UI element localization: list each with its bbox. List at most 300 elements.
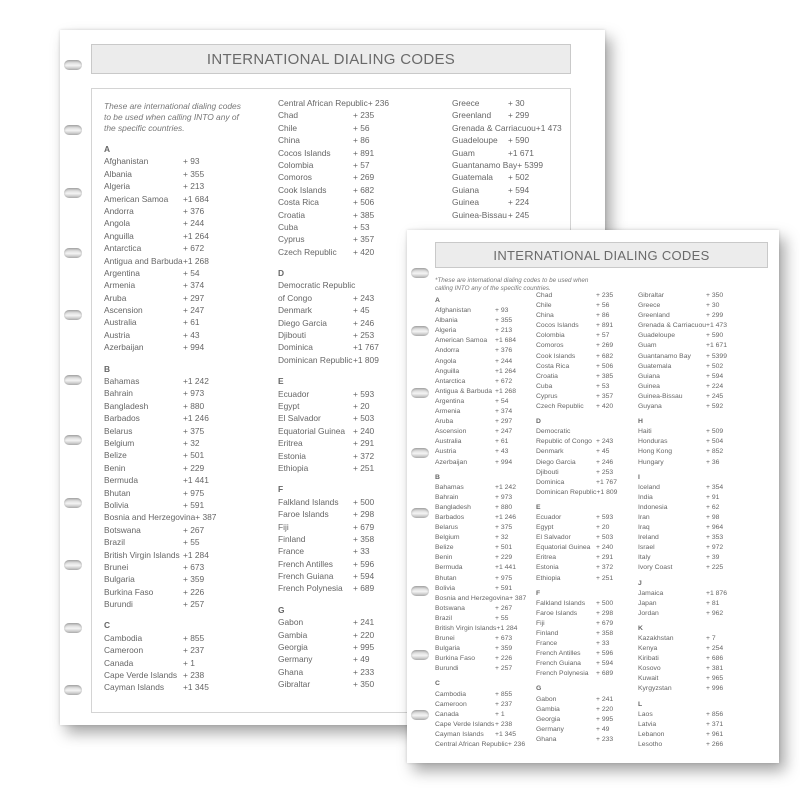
dialing-code: + 359 xyxy=(495,645,513,653)
country-row xyxy=(278,616,409,628)
country-name: Cook Islands xyxy=(278,184,327,195)
country-name: Burkina Faso xyxy=(435,655,476,663)
country-row xyxy=(638,674,740,684)
country-name: Kyrgyzstan xyxy=(638,685,672,693)
country-name: Dominica xyxy=(278,342,313,353)
country-row xyxy=(536,705,630,715)
country-row xyxy=(435,604,529,614)
country-name: Germany xyxy=(278,654,313,665)
dialing-code: + 358 xyxy=(596,630,614,637)
country-row xyxy=(536,599,630,609)
dialing-code: + 509 xyxy=(706,428,724,436)
country-row xyxy=(278,317,409,329)
country-name: Greece xyxy=(638,302,661,310)
country-name: Eritrea xyxy=(536,554,557,562)
country-row xyxy=(536,458,630,468)
country-name: Bulgaria xyxy=(435,645,460,653)
country-row xyxy=(104,644,239,656)
dialing-code: + 30 xyxy=(706,302,720,310)
country-name: Cocos Islands xyxy=(536,322,579,330)
dialing-code: + 233 xyxy=(353,666,375,677)
country-row xyxy=(435,397,529,407)
dialing-code: + 353 xyxy=(706,534,724,542)
country-name: Cambodia xyxy=(435,690,466,698)
dialing-code: + 91 xyxy=(706,493,720,501)
dialing-code: + 56 xyxy=(596,302,610,310)
country-row xyxy=(638,654,740,664)
dialing-code: + 350 xyxy=(706,292,724,299)
dialing-code: + 592 xyxy=(706,403,724,411)
dialing-code: + 387 xyxy=(509,594,527,602)
dialing-code: + 420 xyxy=(353,246,375,257)
section-letter: D xyxy=(536,418,541,426)
country-name: Guatemala xyxy=(638,362,672,370)
dialing-code: + 355 xyxy=(183,168,205,179)
country-row xyxy=(278,558,409,570)
dialing-code: + 57 xyxy=(353,159,370,170)
country-row xyxy=(435,664,529,674)
dialing-code: + 375 xyxy=(495,524,513,532)
dialing-code: +1 441 xyxy=(495,564,516,572)
dialing-code: + 975 xyxy=(495,574,513,582)
country-row xyxy=(278,570,409,582)
country-row xyxy=(435,503,529,513)
country-row xyxy=(536,427,630,437)
country-name: Azerbaijan xyxy=(104,342,144,353)
country-name: Cameroon xyxy=(104,645,144,656)
dialing-code: + 299 xyxy=(706,312,724,320)
country-name: Brunei xyxy=(104,561,129,572)
country-name: Kenya xyxy=(638,645,658,653)
punch-hole xyxy=(64,375,82,385)
country-row xyxy=(104,524,239,536)
dialing-code: +1 809 xyxy=(596,488,618,496)
country-row xyxy=(638,372,740,382)
country-name: Gambia xyxy=(536,705,560,713)
country-name: Ivory Coast xyxy=(638,564,673,572)
country-row xyxy=(536,372,630,382)
country-name: Burundi xyxy=(435,665,459,673)
country-row xyxy=(638,311,740,321)
country-row xyxy=(435,437,529,447)
dialing-code: + 502 xyxy=(706,362,724,370)
country-row xyxy=(104,304,239,316)
dialing-code: +1 284 xyxy=(183,549,209,560)
dialing-code: + 253 xyxy=(596,468,614,476)
country-row xyxy=(536,352,630,362)
dialing-code: + 81 xyxy=(706,599,720,607)
country-row xyxy=(278,425,409,437)
country-row xyxy=(104,316,239,328)
dialing-code: + 55 xyxy=(183,537,200,548)
country-row xyxy=(435,367,529,377)
punch-hole xyxy=(64,248,82,258)
column-1 xyxy=(104,89,239,709)
dialing-code: +1 767 xyxy=(596,478,617,486)
country-name: Ascension xyxy=(104,305,143,316)
country-row xyxy=(638,437,740,447)
country-row xyxy=(638,321,740,331)
country-row xyxy=(435,574,529,584)
dialing-code: + 224 xyxy=(706,382,724,390)
country-name: China xyxy=(278,135,300,146)
country-name: Guam xyxy=(452,147,475,158)
country-name: Jordan xyxy=(638,609,659,617)
country-row xyxy=(638,402,740,412)
country-row xyxy=(536,649,630,659)
country-name: Colombia xyxy=(278,159,314,170)
country-row xyxy=(278,653,409,665)
section-letter: E xyxy=(536,503,541,511)
country-row xyxy=(278,97,409,109)
country-row xyxy=(452,109,564,121)
country-name: Albania xyxy=(435,317,458,325)
dialing-code: + 20 xyxy=(353,400,370,411)
country-row xyxy=(435,483,529,493)
country-name: Guadeloupe xyxy=(638,332,676,340)
country-row xyxy=(536,619,630,629)
country-row xyxy=(638,684,740,694)
country-name: Afghanistan xyxy=(435,307,471,315)
dialing-code: + 994 xyxy=(183,342,205,353)
punch-hole xyxy=(411,268,429,278)
dialing-code: + 93 xyxy=(495,307,509,315)
country-row xyxy=(638,513,740,523)
country-name: Central African Republic xyxy=(278,98,368,108)
dialing-code: + 224 xyxy=(508,197,530,208)
country-row xyxy=(435,533,529,543)
dialing-code: +1 473 xyxy=(706,322,727,330)
country-name: French Polynesia xyxy=(536,670,589,678)
dialing-code: + 238 xyxy=(183,670,205,681)
country-name: Aruba xyxy=(435,418,454,426)
dialing-code: +1 671 xyxy=(706,342,727,350)
country-row xyxy=(435,730,529,740)
country-row xyxy=(278,388,409,400)
punch-hole xyxy=(411,650,429,660)
country-row xyxy=(278,666,409,678)
dialing-code: + 506 xyxy=(596,362,614,370)
country-row xyxy=(104,586,239,598)
dialing-code: + 593 xyxy=(353,388,375,399)
punch-hole xyxy=(64,623,82,633)
country-name: Equatorial Guinea xyxy=(278,425,346,436)
country-row xyxy=(278,221,409,233)
country-name: French Guiana xyxy=(536,660,581,668)
punch-hole xyxy=(64,125,82,135)
country-name: Benin xyxy=(104,462,126,473)
dialing-code: +1 264 xyxy=(183,230,209,241)
country-name: Bhutan xyxy=(104,487,131,498)
country-row xyxy=(435,336,529,346)
country-row xyxy=(435,594,529,604)
country-row xyxy=(435,316,529,326)
country-row xyxy=(638,553,740,563)
country-name: Belize xyxy=(435,544,454,552)
dialing-code: + 962 xyxy=(706,609,724,617)
column-2 xyxy=(278,97,409,707)
column-2 xyxy=(536,291,630,751)
country-row xyxy=(104,487,239,499)
country-row xyxy=(638,503,740,513)
dialing-code: + 504 xyxy=(706,438,724,446)
dialing-code: + 86 xyxy=(353,135,370,146)
dialing-code: +1 264 xyxy=(495,367,516,375)
country-name: Kiribati xyxy=(638,655,659,663)
country-row xyxy=(278,437,409,449)
country-name: Guantanamo Bay xyxy=(638,352,691,360)
country-row xyxy=(104,632,239,644)
dialing-code: + 376 xyxy=(495,347,513,355)
dialing-code: + 246 xyxy=(596,458,614,466)
country-name: Belize xyxy=(104,450,127,461)
dialing-code: +1 684 xyxy=(183,193,209,204)
country-name: Cambodia xyxy=(104,632,143,643)
country-name: Dominican Republic xyxy=(536,488,597,496)
country-name: French Antilles xyxy=(536,650,581,658)
country-name: Latvia xyxy=(638,720,657,728)
dialing-code: + 679 xyxy=(353,521,375,532)
country-name: Czech Republic xyxy=(278,246,337,257)
country-name: Austria xyxy=(435,448,457,456)
country-name: Diego Garcia xyxy=(536,458,576,466)
country-name: Guam xyxy=(638,342,657,350)
country-name: Kosovo xyxy=(638,665,661,673)
country-row xyxy=(278,279,409,291)
country-row xyxy=(536,659,630,669)
country-name: Australia xyxy=(435,438,462,446)
punch-hole xyxy=(64,435,82,445)
country-name: Gibraltar xyxy=(638,292,665,299)
country-row xyxy=(638,301,740,311)
dialing-code: + 241 xyxy=(596,695,614,703)
country-row xyxy=(536,341,630,351)
country-row xyxy=(104,561,239,573)
country-name: Chad xyxy=(278,110,299,121)
country-row xyxy=(638,543,740,553)
section-letter: G xyxy=(536,685,542,693)
country-row xyxy=(536,437,630,447)
country-row xyxy=(104,549,239,561)
dialing-code: + 374 xyxy=(183,280,205,291)
dialing-code: + 291 xyxy=(353,438,375,449)
punch-hole xyxy=(64,560,82,570)
country-row xyxy=(435,584,529,594)
country-row xyxy=(452,97,564,109)
country-name: Jamaica xyxy=(638,589,664,597)
entry-list xyxy=(452,97,564,221)
entry-list xyxy=(435,296,529,750)
country-name: Cyprus xyxy=(536,392,558,400)
dialing-code: + 297 xyxy=(495,418,513,426)
country-row xyxy=(452,209,564,221)
country-row xyxy=(435,644,529,654)
dialing-code: + 237 xyxy=(495,700,513,708)
entry-list xyxy=(278,97,409,691)
country-name: Ethiopia xyxy=(536,574,561,582)
country-name: Armenia xyxy=(104,280,136,291)
country-name: Guiana xyxy=(638,372,660,380)
country-row xyxy=(278,209,409,221)
country-row xyxy=(536,402,630,412)
country-row xyxy=(452,171,564,183)
country-name: Botswana xyxy=(104,524,141,535)
intro-note xyxy=(104,101,239,134)
dialing-code: + 357 xyxy=(353,234,375,245)
country-row xyxy=(278,233,409,245)
country-row xyxy=(278,304,409,316)
country-row xyxy=(435,624,529,634)
country-row xyxy=(638,634,740,644)
dialing-code: + 852 xyxy=(706,448,724,456)
country-row xyxy=(435,387,529,397)
country-name: Costa Rica xyxy=(536,362,570,370)
country-name: Egypt xyxy=(536,524,554,532)
dialing-code: + 267 xyxy=(495,604,513,612)
dialing-code: + 61 xyxy=(495,438,509,446)
country-row xyxy=(536,392,630,402)
dialing-code: +1 671 xyxy=(508,147,534,158)
dialing-code: + 972 xyxy=(706,544,724,552)
country-row xyxy=(638,740,740,750)
country-name: Guinea xyxy=(452,197,480,208)
dialing-code: + 420 xyxy=(596,403,614,411)
dialing-code: + 240 xyxy=(596,544,614,552)
dialing-code: + 689 xyxy=(596,670,614,678)
dialing-code: + 298 xyxy=(596,609,614,617)
country-name: Barbados xyxy=(104,413,140,424)
dialing-code: + 5399 xyxy=(517,159,544,170)
country-row xyxy=(638,710,740,720)
dialing-code: + 359 xyxy=(183,574,205,585)
country-row xyxy=(278,329,409,341)
dialing-code: + 98 xyxy=(706,513,720,521)
dialing-code: + 225 xyxy=(706,564,724,572)
country-name: Cape Verde Islands xyxy=(104,670,178,681)
country-row xyxy=(536,513,630,523)
entry-list xyxy=(638,291,740,750)
dialing-code: + 973 xyxy=(495,493,513,501)
country-name: Burundi xyxy=(104,599,133,610)
country-row xyxy=(278,159,409,171)
country-name: Eritrea xyxy=(278,438,303,449)
dialing-code: + 689 xyxy=(353,583,375,594)
country-row xyxy=(104,180,239,192)
country-name: Guinea-Bissau xyxy=(452,209,507,220)
dialing-code: + 594 xyxy=(706,372,724,380)
dialing-code: + 500 xyxy=(596,599,614,607)
country-row xyxy=(536,468,630,478)
country-row xyxy=(638,362,740,372)
dialing-code: + 269 xyxy=(596,342,614,350)
dialing-code: +1 246 xyxy=(183,413,209,424)
country-name: Ghana xyxy=(536,735,557,743)
intro-line: These are international dialing codes xyxy=(104,101,241,111)
country-row xyxy=(435,654,529,664)
punch-hole xyxy=(411,448,429,458)
country-name: Laos xyxy=(638,710,653,718)
country-name: Central African Republic xyxy=(435,741,508,749)
country-row xyxy=(104,255,239,267)
country-row xyxy=(435,427,529,437)
country-row xyxy=(452,147,564,159)
dialing-code xyxy=(355,279,411,291)
country-name: Antigua and Barbuda xyxy=(104,255,183,266)
country-name: Denmark xyxy=(536,448,564,456)
dialing-code: + 596 xyxy=(596,650,614,658)
country-name: Ascension xyxy=(435,428,467,436)
country-row xyxy=(638,644,740,654)
dialing-code: + 236 xyxy=(367,98,390,108)
dialing-code: + 501 xyxy=(495,544,513,552)
section-letter: L xyxy=(638,700,643,708)
country-row xyxy=(104,425,239,437)
country-row xyxy=(278,147,409,159)
country-name: Guatemala xyxy=(452,172,493,183)
country-row xyxy=(536,543,630,553)
country-name: Bahamas xyxy=(104,376,140,387)
country-row xyxy=(435,447,529,457)
section-letter: A xyxy=(435,297,440,304)
country-name: Cameroon xyxy=(435,700,467,708)
country-row xyxy=(452,122,564,134)
content-frame xyxy=(433,273,770,751)
dialing-code: + 591 xyxy=(495,584,513,592)
section-letter: A xyxy=(104,144,111,154)
country-name: Croatia xyxy=(278,209,305,220)
country-row xyxy=(435,493,529,503)
dialing-code: + 39 xyxy=(706,554,720,562)
country-name: Brazil xyxy=(435,614,452,622)
dialing-code: + 995 xyxy=(596,715,614,723)
country-name: Bahamas xyxy=(435,483,464,491)
dialing-code: + 269 xyxy=(353,172,375,183)
dialing-code: +1 284 xyxy=(496,625,518,632)
section-letter: B xyxy=(435,473,440,481)
dialing-code: + 56 xyxy=(353,122,370,133)
country-name: of Congo xyxy=(278,292,312,303)
dialing-code: + 257 xyxy=(495,665,513,673)
country-row xyxy=(638,447,740,457)
dialing-code: + 686 xyxy=(706,655,724,663)
section-letter: G xyxy=(278,604,285,615)
dialing-code: + 33 xyxy=(596,640,610,648)
country-name: Grenada & Carriacuou xyxy=(452,122,536,133)
country-row xyxy=(278,582,409,594)
country-name: Anguilla xyxy=(435,367,460,375)
country-row xyxy=(278,246,409,258)
country-name: French Antilles xyxy=(278,558,333,569)
country-name: Armenia xyxy=(435,408,461,416)
punch-hole xyxy=(411,586,429,596)
country-row xyxy=(452,196,564,208)
country-name: Cayman Islands xyxy=(104,682,165,693)
country-name: Falkland Islands xyxy=(278,496,339,507)
country-row xyxy=(104,657,239,669)
country-name: Honduras xyxy=(638,438,668,446)
dialing-code: + 247 xyxy=(495,428,513,436)
country-row xyxy=(104,437,239,449)
dialing-code: + 254 xyxy=(706,645,724,653)
country-name: Azerbaijan xyxy=(435,458,468,466)
dialing-code: + 672 xyxy=(183,243,205,254)
country-name: Belgium xyxy=(104,437,135,448)
country-row xyxy=(638,664,740,674)
country-name: Israel xyxy=(638,544,655,552)
dialing-code: + 253 xyxy=(353,330,375,341)
country-name: Ethiopia xyxy=(278,462,309,473)
country-row xyxy=(536,563,630,573)
